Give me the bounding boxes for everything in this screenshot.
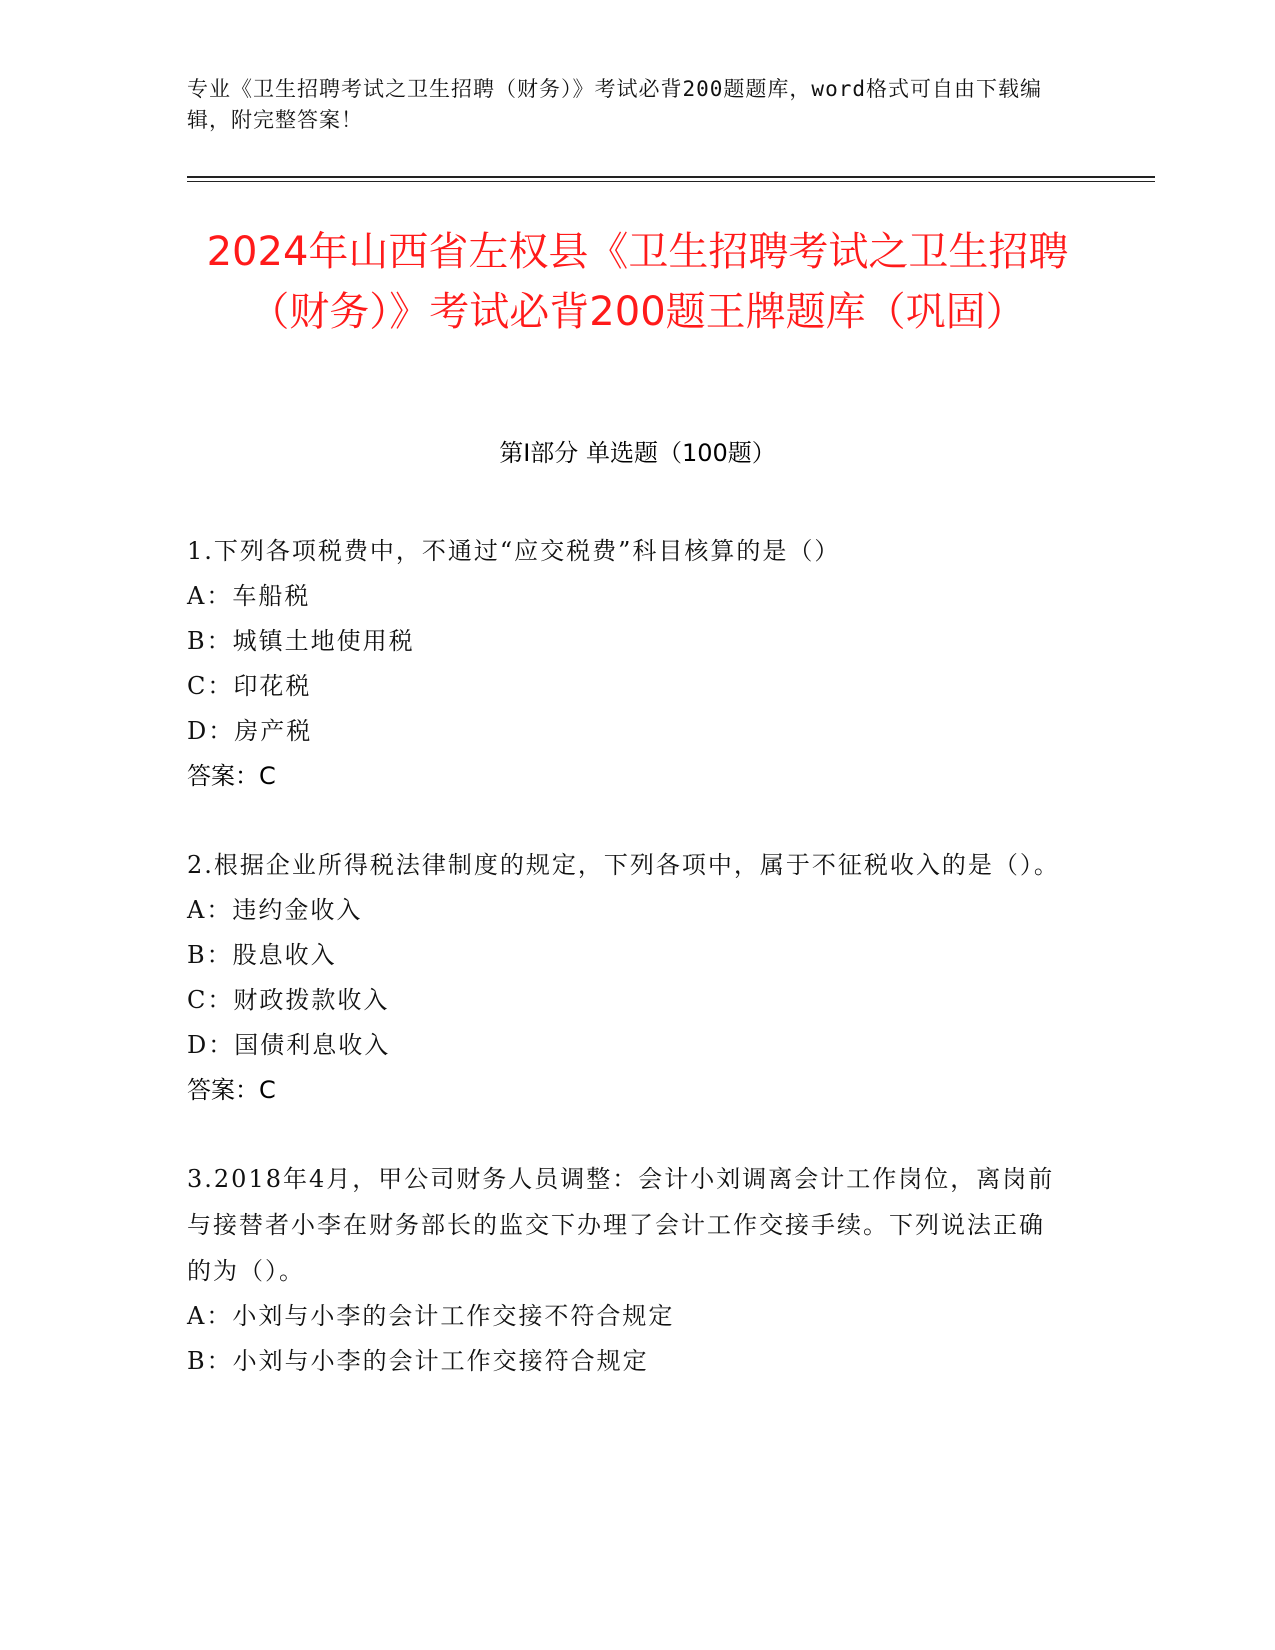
- option-c: C：印花税: [187, 672, 312, 700]
- header-divider-thick: [187, 176, 1155, 178]
- option-c: C：财政拨款收入: [187, 986, 390, 1014]
- option-a: A：违约金收入: [187, 896, 363, 924]
- question-list: [187, 528, 1067, 1427]
- question-text: 2.根据企业所得税法律制度的规定，下列各项中，属于不征税收入的是（）。: [187, 851, 1060, 879]
- answer: 答案：C: [187, 1076, 276, 1104]
- option-d: D：房产税: [187, 717, 313, 745]
- answer: 答案：C: [187, 762, 276, 790]
- question-3: [187, 1156, 1067, 1384]
- question-1: [187, 528, 1067, 799]
- option-d: D：国债利息收入: [187, 1031, 391, 1059]
- option-a: A：车船税: [187, 582, 311, 610]
- option-a: A：小刘与小李的会计工作交接不符合规定: [187, 1302, 675, 1330]
- question-text: 1.下列各项税费中，不通过“应交税费”科目核算的是（）: [187, 537, 841, 565]
- option-b: B：小刘与小李的会计工作交接符合规定: [187, 1347, 649, 1375]
- option-b: B：城镇土地使用税: [187, 627, 415, 655]
- question-text: 3.2018年4月，甲公司财务人员调整：会计小刘调离会计工作岗位，离岗前与接替者小李在财务部长的监交下办理了会计工作交接手续。下列说法正确的为（）。: [187, 1165, 1055, 1285]
- header-divider-thin: [187, 181, 1155, 182]
- section-heading: 第Ⅰ部分 单选题（100题）: [499, 439, 776, 467]
- option-b: B：股息收入: [187, 941, 337, 969]
- header-note: 专业《卫生招聘考试之卫生招聘（财务）》考试必背200题题库，word格式可自由下载编辑，附完整答案！: [187, 77, 1042, 132]
- document-title: 2024年山西省左权县《卫生招聘考试之卫生招聘（财务）》考试必背200题王牌题库（巩固）: [206, 229, 1069, 335]
- question-2: [187, 842, 1067, 1113]
